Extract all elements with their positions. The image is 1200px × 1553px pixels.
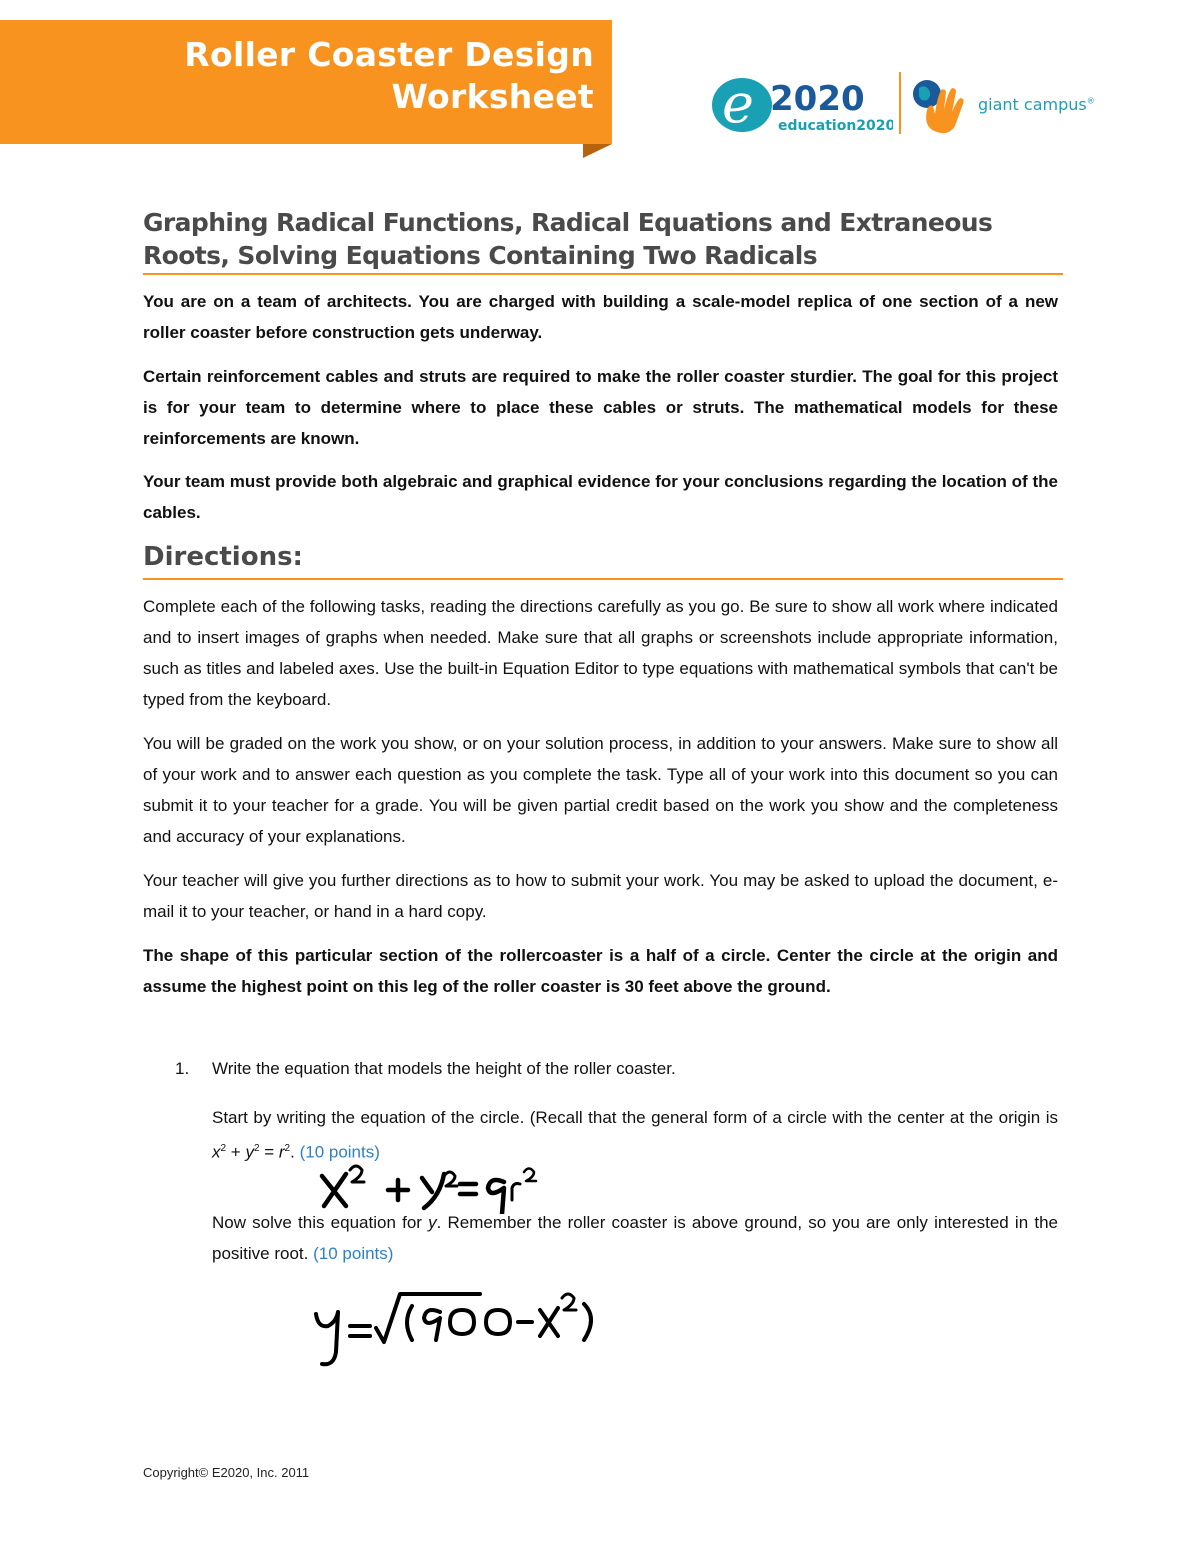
e2020-logo <box>708 72 893 143</box>
worksheet-title-line1: Graphing Radical Functions, Radical Equations and Extraneous <box>143 208 993 237</box>
intro-paragraph-3: Your team must provide both algebraic and graphical evidence for your conclusions regarding the location of the cables. <box>143 472 1058 522</box>
directions-paragraph-2: You will be graded on the work you show, or on your solution process, in addition to your answers. Make sure to show all of your work and to answer each question as you complete the task. Type all of your work into this document so you can submit it to your teacher for a grade. You will be given partial credit based on the work you show and the completeness and accuracy of your explanations. <box>143 734 1058 846</box>
directions-paragraph-3: Your teacher will give you further directions as to how to submit your work. You may be asked to upload the document, e-mail it to your teacher, or hand in a hard copy. <box>143 871 1058 921</box>
worksheet-title-line2: Roots, Solving Equations Containing Two Radicals <box>143 241 818 270</box>
banner-fold <box>583 144 612 158</box>
worksheet-title <box>143 206 1063 272</box>
giant-campus-logo <box>907 72 977 141</box>
title-divider <box>143 273 1063 275</box>
directions-divider <box>143 578 1063 580</box>
svg-text:e: e <box>722 72 754 135</box>
directions-paragraph-4: The shape of this particular section of the rollercoaster is a half of a circle. Center the circle at the origin and assume the highest point on this leg of the roller coaster is 30 feet above the ground. <box>143 946 1058 996</box>
banner-title-line2: Worksheet <box>391 77 594 116</box>
e2020-logo-number: 2020 <box>770 79 865 119</box>
question-subpart-1: Start by writing the equation of the circle. (Recall that the general form of a circle with the center at the origin is $x^2 + y^2 = r^2$. (10 points) <box>212 1108 1058 1162</box>
giant-campus-wordmark: giant campus® <box>978 95 1095 114</box>
directions-paragraph-1: Complete each of the following tasks, reading the directions carefully as you go. Be sure to show all work where indicated and to insert images of graphs when needed. Make sure that all graphs or screenshots include appropriate information, such as titles and labeled axes. Use the built-in Equation Editor to type equations with mathematical symbols that can't be typed from the keyboard. <box>143 597 1058 709</box>
question-text: Write the equation that models the height of the roller coaster. <box>212 1059 676 1078</box>
handwritten-answer-2 <box>312 1292 632 1377</box>
e2020-logo-subtitle: education2020 <box>778 118 893 134</box>
directions-heading: Directions: <box>143 542 303 572</box>
copyright-footer: Copyright© E2020, Inc. 2011 <box>143 1465 310 1480</box>
points-label: (10 points) <box>299 1142 380 1162</box>
logo-separator <box>899 72 901 134</box>
banner-title-line1: Roller Coaster Design <box>184 35 594 74</box>
intro-paragraph-1: You are on a team of architects. You are charged with building a scale-model replica of one section of a new roller coaster before construction gets underway. <box>143 292 1058 342</box>
points-label: (10 points) <box>313 1244 394 1263</box>
banner-title <box>74 34 594 118</box>
question-number: 1. <box>175 1059 190 1078</box>
question-subpart-2: Now solve this equation for y. Remember the roller coaster is above ground, so you are only interested in the positive root. (10 points) <box>212 1213 1058 1263</box>
intro-paragraph-2: Certain reinforcement cables and struts are required to make the roller coaster sturdier. The goal for this project is for your team to determine where to place these cables or struts. The mathematical models for these reinforcements are known. <box>143 367 1058 448</box>
title-banner <box>0 20 612 144</box>
